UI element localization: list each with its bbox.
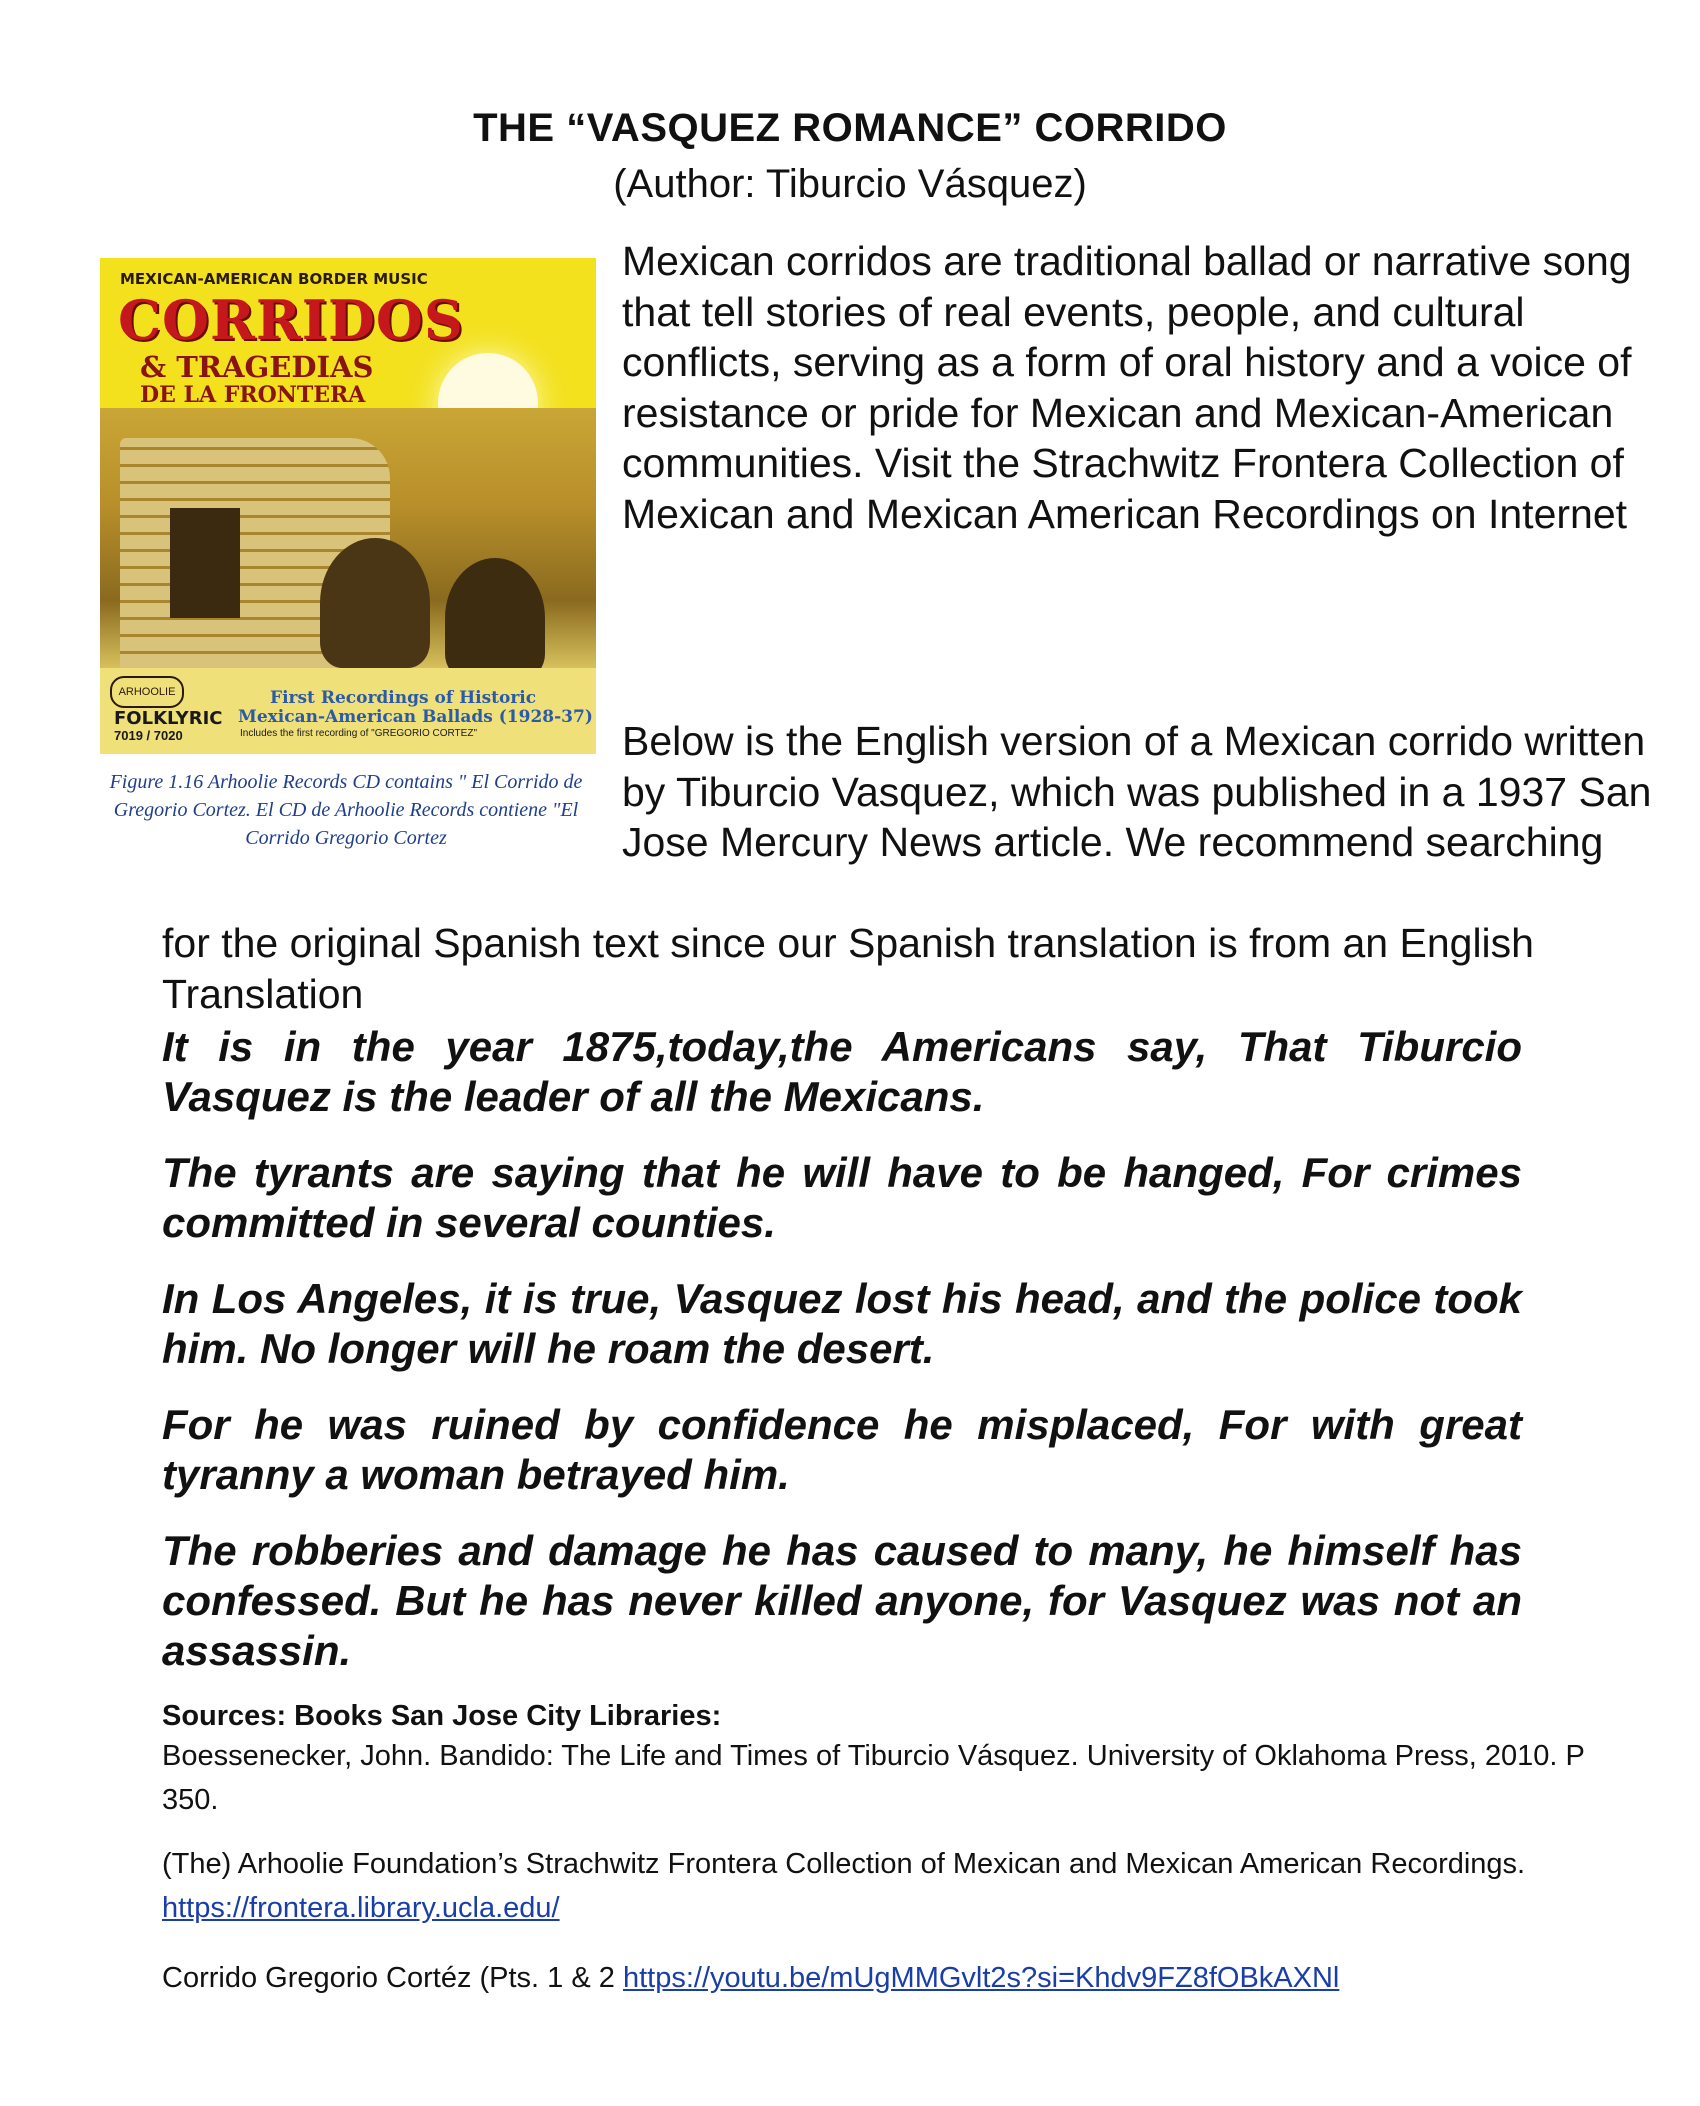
cover-title-line2: & TRAGEDIAS (140, 350, 374, 384)
verse-5: The robberies and damage he has caused to many, he himself has confessed. But he has never killed anyone, for Vasquez was not an assassin. (162, 1527, 1522, 1674)
figure-caption: Figure 1.16 Arhoolie Records CD contains " El Corrido de Gregorio Cortez. El CD de Arhoolie Records contiene "El Corrido Gregorio Cortez (109, 771, 583, 849)
arhoolie-logo: ARHOOLIE (110, 676, 184, 708)
verse-2: The tyrants are saying that he will have to be hanged, For crimes committed in several counties. (162, 1149, 1522, 1246)
page-title: THE “VASQUEZ ROMANCE” CORRIDO (473, 106, 1227, 150)
house-door-illustration (170, 508, 240, 618)
verse-3: In Los Angeles, it is true, Vasquez lost his head, and the police took him. No longer will he roam the desert. (162, 1275, 1522, 1372)
youtube-link[interactable]: https://youtu.be/mUgMMGvlt2s?si=Khdv9FZ8fOBkAXNl (622, 1962, 1340, 1994)
cover-title-line3: DE LA FRONTERA (140, 382, 366, 408)
catalog-number: 7019 / 7020 (114, 728, 183, 743)
reference-1: Boessenecker, John. Bandido: The Life and Times of Tiburcio Vásquez. University of Oklahoma Press, 2010. P 350. (162, 1740, 1585, 1816)
translation-note-continued: for the original Spanish text since our Spanish translation is from an English Translation (162, 920, 1534, 1017)
cover-title: CORRIDOS (118, 288, 464, 352)
verse-4: For he was ruined by confidence he misplaced, For with great tyranny a woman betrayed him. (162, 1401, 1522, 1498)
musician-figure (445, 558, 545, 678)
cover-footer-line1: First Recordings of Historic (270, 688, 537, 708)
reference-3-text: Corrido Gregorio Cortéz (Pts. 1 & 2 (162, 1962, 623, 1994)
folklyric-logo: FOLKLYRIC (114, 708, 223, 729)
musician-figure (320, 538, 430, 668)
sources-heading: Sources: Books San Jose City Libraries: (162, 1700, 722, 1732)
reference-3 (162, 1956, 1602, 2000)
reference-2-text: (The) Arhoolie Foundation’s Strachwitz Frontera Collection of Mexican and Mexican American Recordings. (162, 1848, 1526, 1880)
cover-footer-line2: Mexican-American Ballads (1928-37) (238, 707, 593, 727)
verse-1: It is in the year 1875,today,the Americans say, That Tiburcio Vasquez is the leader of all the Mexicans. (162, 1023, 1522, 1120)
page-subtitle: (Author: Tiburcio Vásquez) (613, 162, 1087, 206)
reference-2 (162, 1842, 1602, 1930)
album-cover-image (100, 258, 596, 754)
translation-note-paragraph: Below is the English version of a Mexican corrido written by Tiburcio Vasquez, which was published in a 1937 San Jose Mercury News article. We recommend searching (622, 718, 1652, 865)
cover-top-text: MEXICAN-AMERICAN BORDER MUSIC (120, 270, 428, 288)
frontera-link[interactable]: https://frontera.library.ucla.edu/ (162, 1892, 560, 1924)
intro-paragraph: Mexican corridos are traditional ballad or narrative song that tell stories of real events, people, and cultural conflicts, serving as a form of oral history and a voice of resistance or pride for Mexican and Mexican-American communities. Visit the Strachwitz Frontera Collection of Mexican and Mexican American Recordings on Internet (622, 238, 1632, 537)
cover-footer-line3: Includes the first recording of "GREGORIO CORTEZ" (240, 728, 477, 739)
